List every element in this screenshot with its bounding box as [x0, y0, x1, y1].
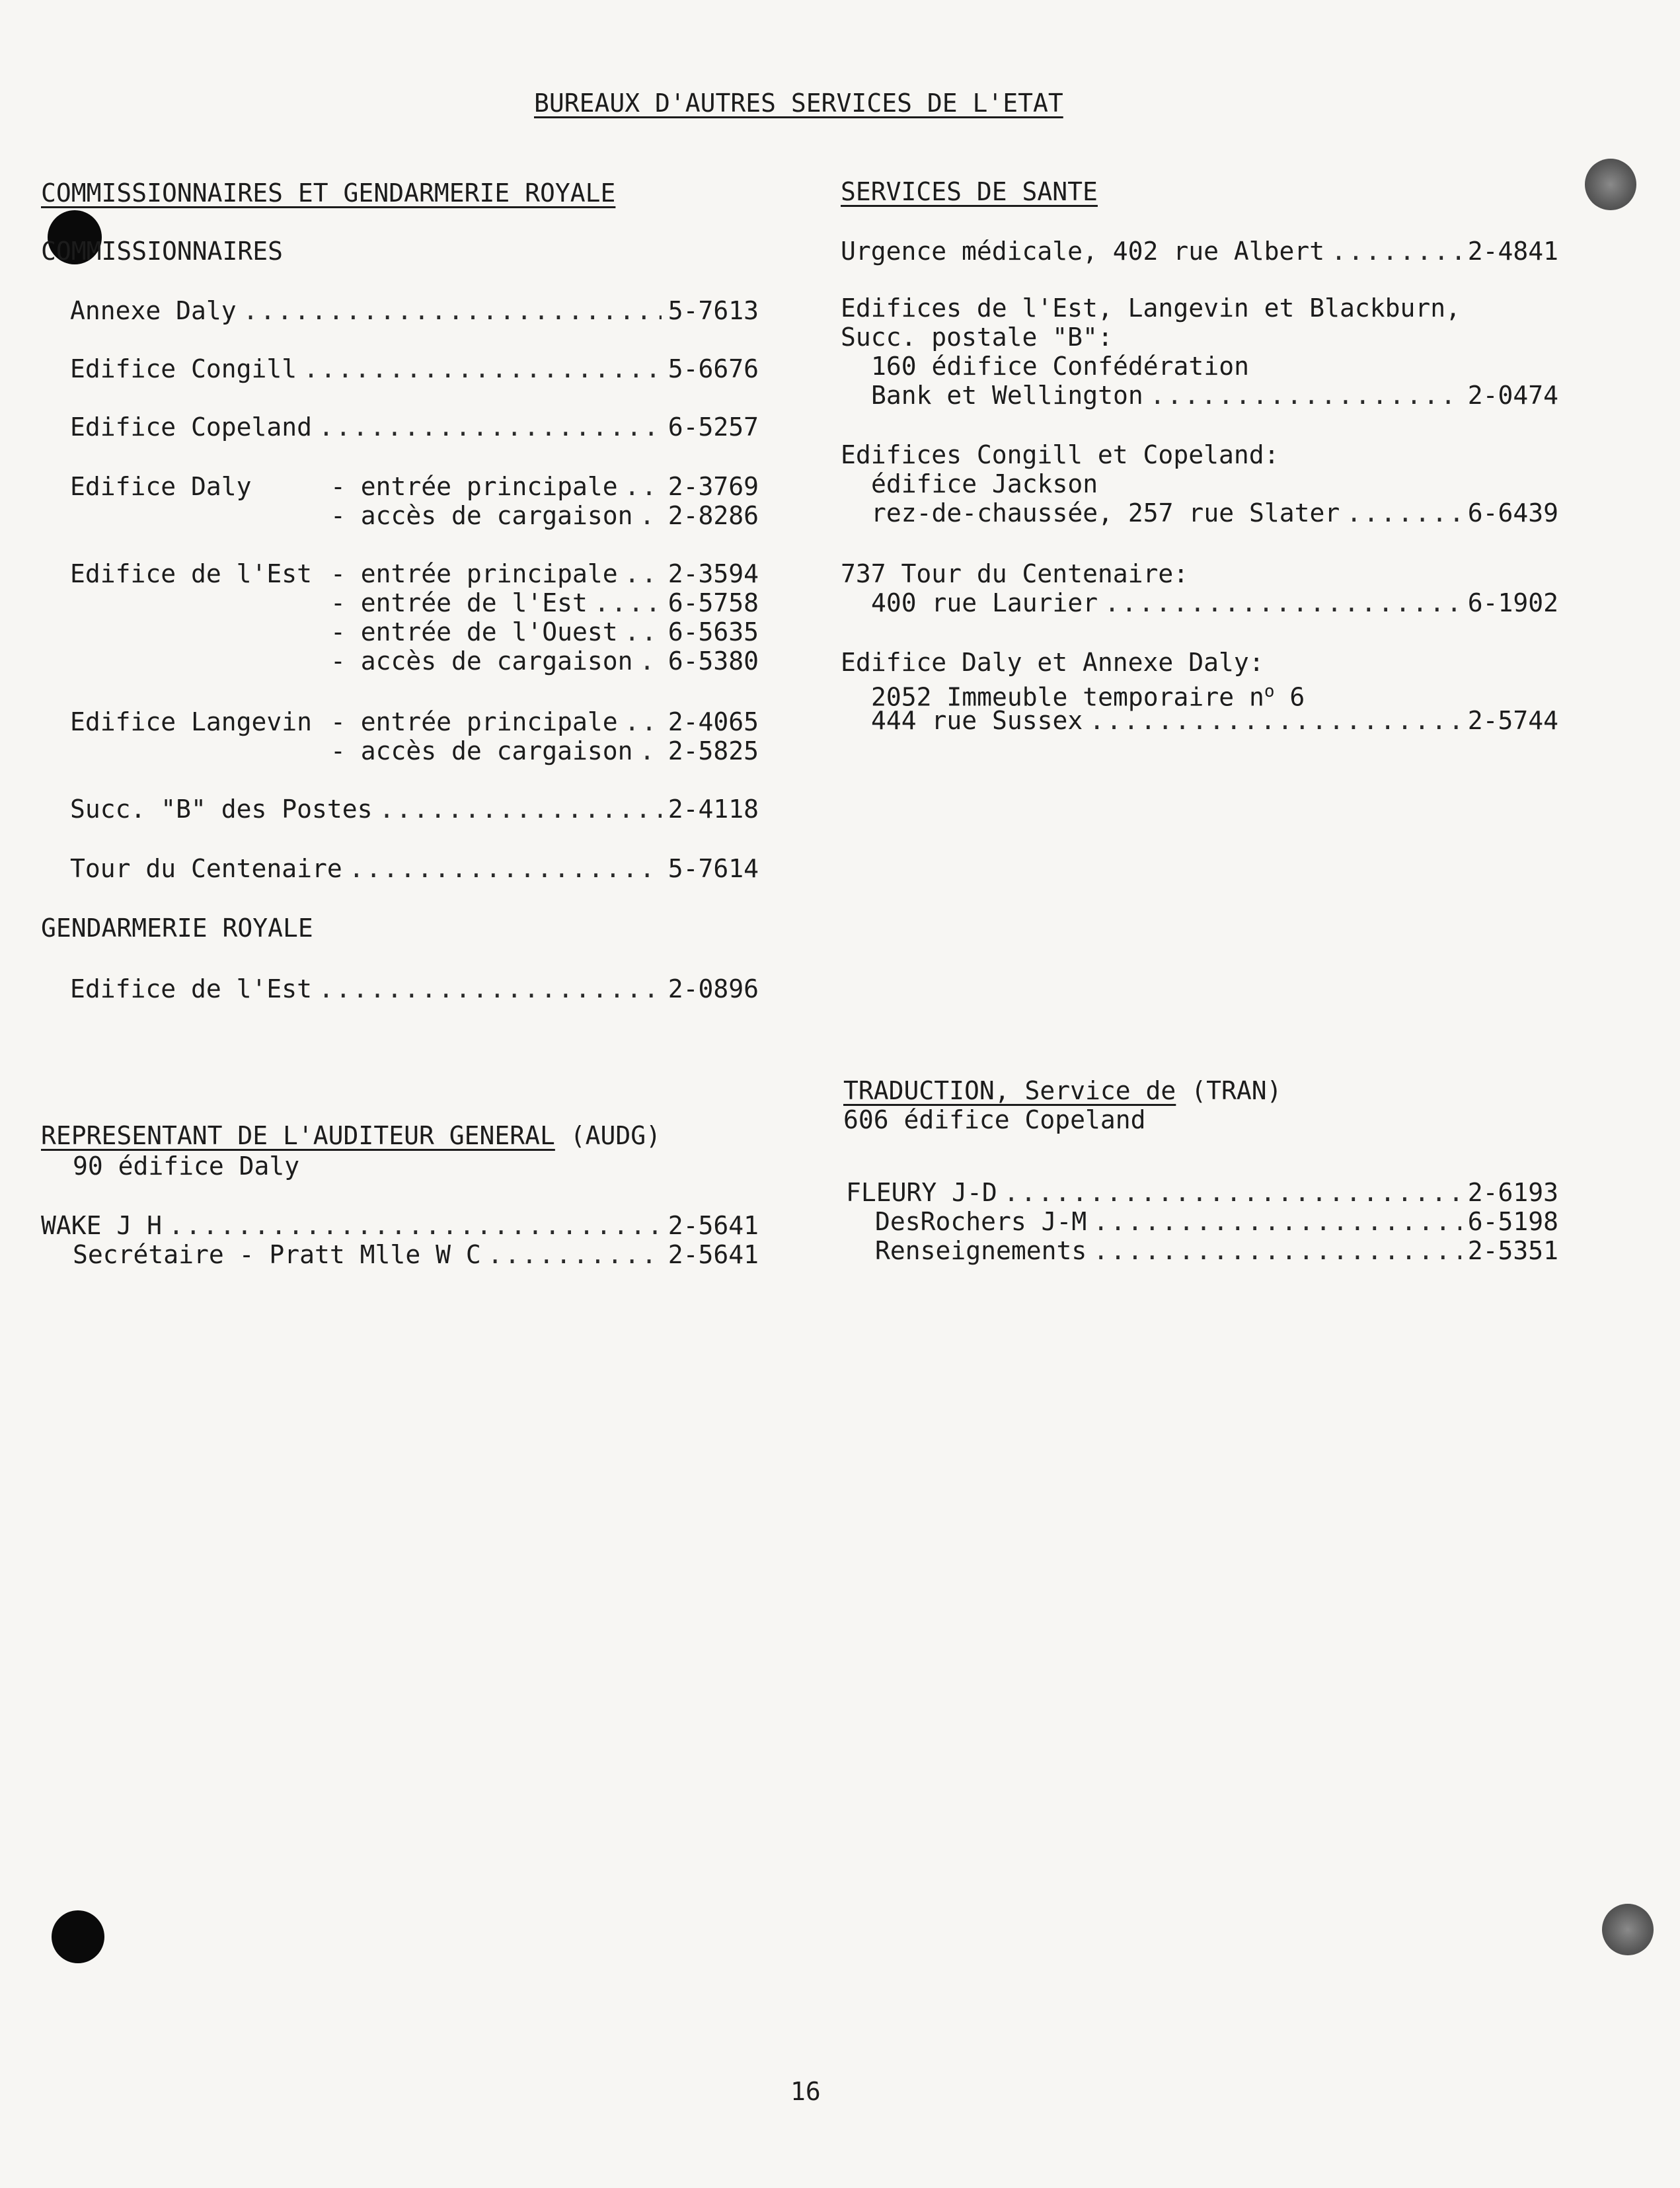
entry-label: Tour du Centenaire	[70, 854, 342, 883]
entry-label: - accès de cargaison	[330, 646, 633, 676]
address-line: Edifices Congill et Copeland:	[841, 440, 1279, 469]
building-label: Edifice de l'Est	[70, 559, 313, 588]
entry-label: Edifice Congill	[70, 354, 297, 383]
address-line: Succ. postale "B":	[841, 323, 1113, 352]
punch-hole	[1585, 159, 1636, 210]
entry-label: FLEURY J-D	[846, 1178, 997, 1207]
address-line: édifice Jackson	[871, 469, 1098, 498]
list-item	[330, 617, 759, 646]
traduction-address: 606 édifice Copeland	[843, 1105, 1146, 1134]
entry-label: Secrétaire - Pratt Mlle W C	[73, 1240, 481, 1269]
list-item	[73, 1240, 759, 1269]
entry-label: - entrée principale	[330, 472, 618, 501]
address-line: Edifice Daly et Annexe Daly:	[841, 648, 1264, 677]
list-item	[871, 498, 1558, 527]
phone-number: 2-5641	[668, 1211, 759, 1240]
entry-label: - entrée principale	[330, 707, 618, 736]
phone-number: 2-4065	[668, 707, 759, 736]
list-item	[841, 237, 1558, 266]
list-item	[871, 381, 1558, 410]
section-heading-traduction	[843, 1076, 1282, 1105]
list-item	[330, 736, 759, 765]
punch-hole	[52, 1910, 104, 1963]
auditeur-code: (AUDG)	[570, 1121, 662, 1150]
phone-number: 6-5380	[668, 646, 759, 676]
section-heading-sante: SERVICES DE SANTE	[841, 177, 1098, 206]
phone-number: 2-5641	[668, 1240, 759, 1269]
subheading-commissionnaires: COMMISSIONNAIRES	[41, 237, 284, 266]
phone-number: 2-3769	[668, 472, 759, 501]
phone-number: 2-0474	[1467, 381, 1558, 410]
list-item	[330, 646, 759, 676]
phone-number: 2-6193	[1467, 1178, 1558, 1207]
auditeur-address: 90 édifice Daly	[73, 1152, 300, 1181]
list-item	[70, 795, 759, 824]
entry-label: Urgence médicale, 402 rue Albert	[841, 237, 1325, 266]
traduction-code: (TRAN)	[1191, 1076, 1282, 1105]
building-label: Edifice Daly	[70, 472, 252, 501]
entry-label: WAKE J H	[41, 1211, 163, 1240]
phone-number: 6-1902	[1467, 588, 1558, 617]
address-text: 2052 Immeuble temporaire n	[871, 682, 1264, 712]
phone-number: 2-5351	[1467, 1236, 1558, 1265]
entry-label: - entrée de l'Ouest	[330, 617, 618, 646]
phone-number: 6-5635	[668, 617, 759, 646]
phone-number: 5-7614	[668, 854, 759, 883]
entry-label: - entrée principale	[330, 559, 618, 588]
address-line: Edifices de l'Est, Langevin et Blackburn,	[841, 293, 1461, 323]
list-item	[70, 854, 759, 883]
address-line: 160 édifice Confédération	[871, 352, 1249, 381]
traduction-heading: TRADUCTION, Service de	[843, 1076, 1176, 1105]
entry-label: rez-de-chaussée, 257 rue Slater	[871, 498, 1340, 527]
phone-number: 6-5198	[1467, 1207, 1558, 1236]
subheading-gendarmerie: GENDARMERIE ROYALE	[41, 914, 313, 943]
entry-label: - accès de cargaison	[330, 736, 633, 765]
entry-label: Annexe Daly	[70, 296, 237, 325]
list-item	[330, 559, 759, 588]
list-item	[41, 1211, 759, 1240]
list-item	[875, 1207, 1558, 1236]
entry-label: Renseignements	[875, 1236, 1087, 1265]
list-item	[871, 588, 1558, 617]
address-line: 737 Tour du Centenaire:	[841, 559, 1189, 588]
entry-label: Succ. "B" des Postes	[70, 795, 373, 824]
auditeur-heading: REPRESENTANT DE L'AUDITEUR GENERAL	[41, 1121, 555, 1150]
entry-label: DesRochers J-M	[875, 1207, 1087, 1236]
section-heading-commissionnaires: COMMISSIONNAIRES ET GENDARMERIE ROYALE	[41, 178, 616, 208]
list-item	[330, 501, 759, 530]
page-title: BUREAUX D'AUTRES SERVICES DE L'ETAT	[534, 89, 1063, 118]
entry-label: Edifice de l'Est	[70, 974, 313, 1003]
list-item	[330, 707, 759, 736]
list-item	[330, 588, 759, 617]
entry-label: - entrée de l'Est	[330, 588, 588, 617]
building-label: Edifice Langevin	[70, 707, 313, 736]
list-item	[875, 1236, 1558, 1265]
list-item	[330, 472, 759, 501]
section-heading-auditeur	[41, 1121, 661, 1150]
phone-number: 2-0896	[668, 974, 759, 1003]
entry-label: Bank et Wellington	[871, 381, 1143, 410]
superscript: o	[1264, 682, 1275, 701]
phone-number: 2-4118	[668, 795, 759, 824]
list-item	[70, 296, 759, 325]
phone-number: 5-7613	[668, 296, 759, 325]
phone-number: 6-5257	[668, 412, 759, 442]
list-item	[846, 1178, 1558, 1207]
phone-number: 2-4841	[1467, 237, 1558, 266]
entry-label: 400 rue Laurier	[871, 588, 1098, 617]
phone-number: 2-5825	[668, 736, 759, 765]
list-item	[70, 412, 759, 442]
list-item	[871, 706, 1558, 735]
entry-label: - accès de cargaison	[330, 501, 633, 530]
address-text: 6	[1274, 682, 1305, 712]
list-item	[70, 974, 759, 1003]
entry-label: 444 rue Sussex	[871, 706, 1083, 735]
list-item	[70, 354, 759, 383]
phone-number: 2-3594	[668, 559, 759, 588]
entry-label: Edifice Copeland	[70, 412, 313, 442]
punch-hole	[1602, 1904, 1654, 1955]
phone-number: 6-6439	[1467, 498, 1558, 527]
phone-number: 5-6676	[668, 354, 759, 383]
phone-number: 2-8286	[668, 501, 759, 530]
phone-number: 6-5758	[668, 588, 759, 617]
phone-number: 2-5744	[1467, 706, 1558, 735]
page-number: 16	[790, 2077, 821, 2106]
